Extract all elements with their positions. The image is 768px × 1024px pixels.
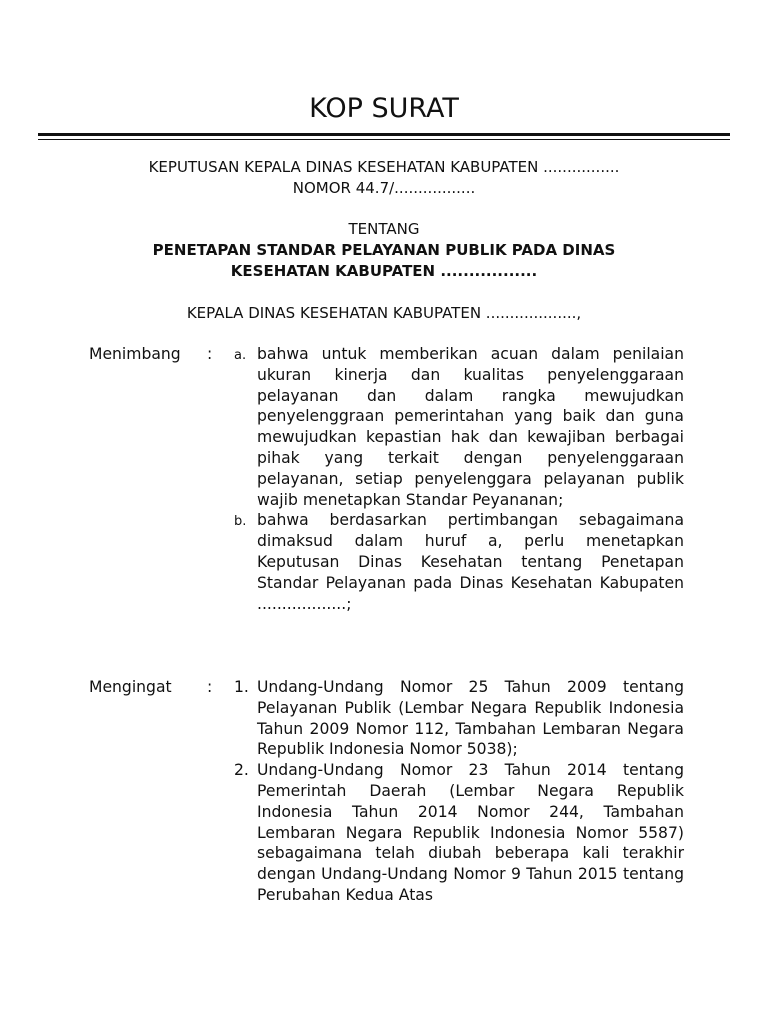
menimbang-label: Menimbang: [89, 345, 181, 363]
item-text: bahwa untuk memberikan acuan dalam penilaian ukuran kinerja dan kualitas penyelenggaraan pelayanan dan dalam rangka mewujudkan penyelenggraan pemerintahan yang baik dan guna mewujudkan kepastian hak dan kewajiban berbagai pihak yang terkait dengan penyelenggaraan pelayanan, setiap penyelenggara pelayanan publik wajib menetapkan Standar Peyananan;: [257, 345, 684, 509]
mengingat-row: [89, 677, 684, 906]
mengingat-label: Mengingat: [89, 678, 172, 696]
decree-number: NOMOR 44.7/.................: [292, 179, 476, 197]
item-marker: b.: [234, 514, 247, 530]
menimbang-row: [89, 344, 684, 614]
menimbang-colon: :: [207, 345, 213, 363]
official-title: KEPALA DINAS KESEHATAN KABUPATEN ...................,: [186, 304, 582, 322]
mengingat-item-1: [234, 677, 684, 760]
menimbang-list: [234, 344, 684, 614]
item-marker: 2.: [234, 761, 249, 780]
decree-heading: KEPUTUSAN KEPALA DINAS KESEHATAN KABUPATEN ................: [148, 158, 620, 176]
item-text: Undang-Undang Nomor 25 Tahun 2009 tentang Pelayanan Publik (Lembar Negara Republik Indonesia Tahun 2009 Nomor 112, Tambahan Lembaran Negara Republik Indonesia Nomor 5038);: [257, 678, 684, 759]
menimbang-item-b: [234, 510, 684, 614]
subject-title-line2: KESEHATAN KABUPATEN .................: [230, 262, 538, 280]
mengingat-section: [89, 677, 684, 906]
letterhead-rule-thin: [38, 139, 730, 140]
letterhead-title: KOP SURAT: [309, 93, 459, 124]
mengingat-list: [234, 677, 684, 906]
menimbang-item-a: [234, 344, 684, 510]
mengingat-item-2: [234, 760, 684, 906]
mengingat-colon: :: [207, 678, 213, 696]
item-marker: a.: [234, 348, 247, 363]
item-marker: 1.: [234, 678, 249, 696]
item-text: Undang-Undang Nomor 23 Tahun 2014 tentang Pemerintah Daerah (Lembar Negara Republik Indonesia Tahun 2014 Nomor 244, Tambahan Lembaran Negara Republik Indonesia Nomor 5587) sebagaimana telah diubah beberapa kali terakhir dengan Undang-Undang Nomor 9 Tahun 2015 tentang Perubahan Kedua Atas: [257, 761, 684, 904]
item-text: bahwa berdasarkan pertimbangan sebagaimana dimaksud dalam huruf a, perlu menetapkan Keputusan Dinas Kesehatan tentang Penetapan Standar Pelayanan pada Dinas Kesehatan Kabupaten ..................;: [257, 511, 684, 613]
subject-title-line1: PENETAPAN STANDAR PELAYANAN PUBLIK PADA DINAS: [152, 241, 616, 259]
tentang-label: TENTANG: [348, 220, 420, 238]
letterhead-rule-thick: [38, 133, 730, 136]
menimbang-section: [89, 344, 684, 614]
